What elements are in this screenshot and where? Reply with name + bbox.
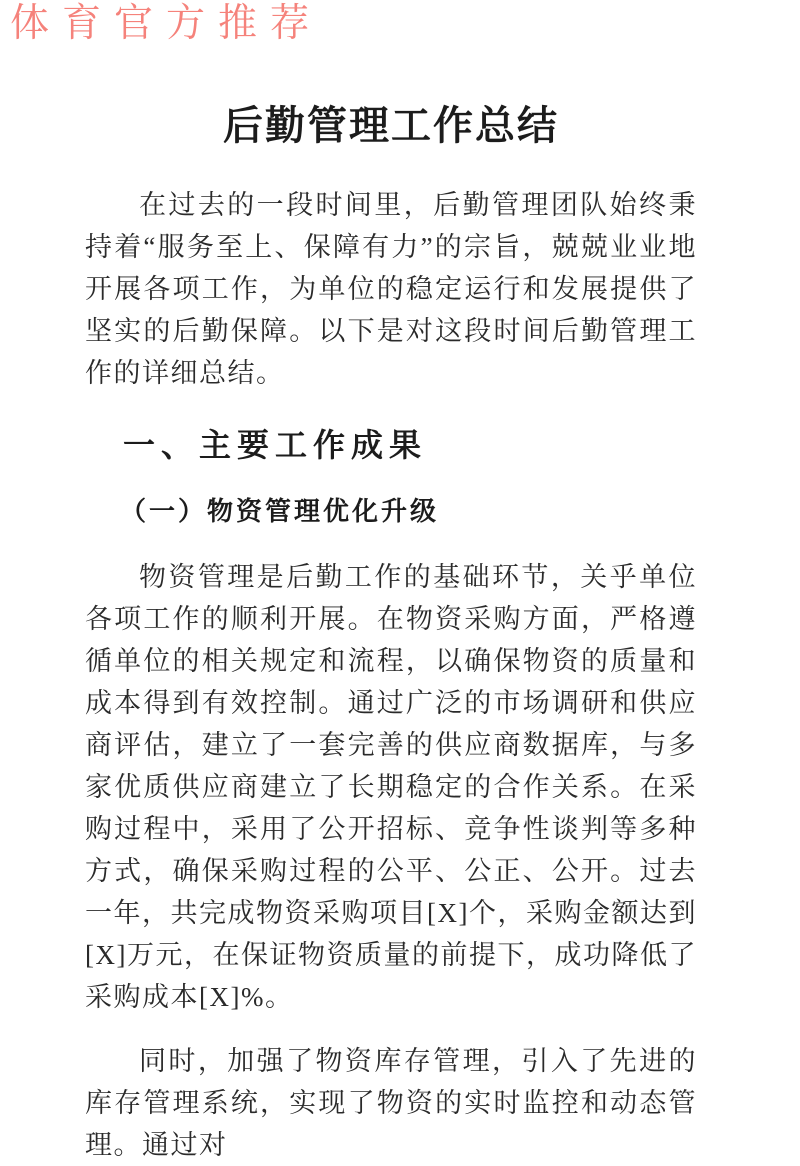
document-title: 后勤管理工作总结 (223, 103, 559, 148)
subsection-heading-material-management: （一）物资管理优化升级 (120, 497, 440, 526)
section-heading-main-achievements: 一、主要工作成果 (123, 427, 428, 463)
intro-paragraph: 在过去的一段时间里，后勤管理团队始终秉持着“服务至上、保障有力”的宗旨，兢兢业业地开展各项工作，为单位的稳定运行和发展提供了坚实的后勤保障。以下是对这段时间后勤管理工作的详细总结。 (85, 190, 697, 388)
watermark-text: 体育官方推荐 (10, 2, 323, 45)
body-paragraph-inventory: 同时，加强了物资库存管理，引入了先进的库存管理系统，实现了物资的实时监控和动态管理。通过对 (85, 1046, 697, 1160)
document-page (85, 0, 697, 1166)
body-paragraph-procurement: 物资管理是后勤工作的基础环节，关乎单位各项工作的顺利开展。在物资采购方面，严格遵循单位的相关规定和流程，以确保物资的质量和成本得到有效控制。通过广泛的市场调研和供应商评估，建立了一套完善的供应商数据库，与多家优质供应商建立了长期稳定的合作关系。在采购过程中，采用了公开招标、竞争性谈判等多种方式，确保采购过程的公平、公正、公开。过去一年，共完成物资采购项目[X]个，采购金额达到[X]万元，在保证物资质量的前提下，成功降低了采购成本[X]%。 (85, 562, 697, 1012)
